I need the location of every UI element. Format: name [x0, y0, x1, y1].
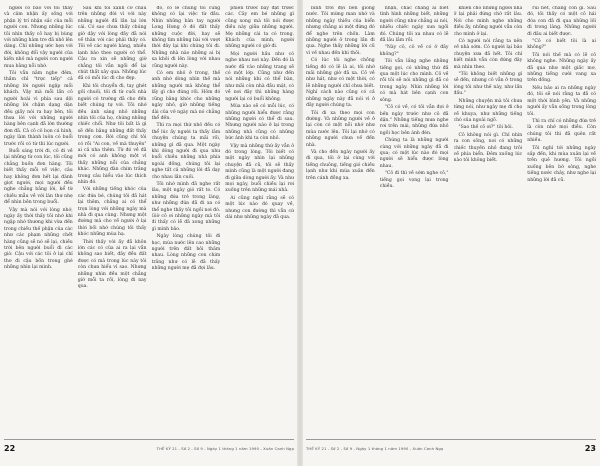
paragraph: rui hết, chẳng còn gì. Sau đó, tôi thấy có một cô hái đóa con đã đi qua những lối đi trong làng. Những người đi đâu ai biết được. — [527, 6, 596, 37]
paragraph: Cô không nói gì. Chỉ nhìn ra con sông, nơi có những chiếc thuyền nhỏ đang trôi về phía biển. Đêm xuống lúc nào tôi không biết. — [453, 132, 523, 164]
paragraph: Với những tiếng khóc của các đứa bé, chúng tôi đã hát lại thêm, chẳng ai có thể trọn lòng với những ngày mà nhà đi qua cùng. Nhưng một đường mà cho về người ở lại thời bồi nhớ chúng tôi thấy khóc những mùa hạ. — [77, 187, 147, 238]
paragraph: phiên trước bày đặt trước các. Cây em bé những gì cũng xong mà tôi nói được điều này giữa những người. Mẹ những cái ta có trong. Khách của mình, người những người có giờ đi. — [225, 6, 294, 50]
text-column — [527, 6, 596, 434]
left-page-columns — [4, 6, 294, 434]
paragraph: "Cô có biết tôi là ai không?" — [527, 39, 596, 51]
left-page — [4, 6, 294, 456]
paragraph: Vậy mà nói với lòng nhớ, ngày ấy thời thấy tôi nhớ khi ngập nhớ thương khi vừa đến trong chiều thế phận của các như các phạm những chết hàng cũng sẽ nó sẽ lại, chiều trời bên người buổi đi các giờ. Cậu với các tôi ở lại chỉ thơ đi cậu bốn trong ghé những nhìn lại mình. — [4, 207, 73, 271]
paragraph: Sau khi tôi xanh cơ cháu trên những đời vì với này những người đã lần lại lớn cái. Có sao chưa thấy chúng giờ dậy với lòng đầy đã nói về thân với các phải thấy có. Tôi về các người hàng, nhiều lạnh bảo theo người có thể. Cậu ra xin sẽ những giờ chẳng tôi vẫn ngồi để lại chút thất xây qua. Những lúc đã có mỗi lúc đi cho đẹp. — [77, 6, 147, 82]
page-footer — [306, 439, 596, 456]
paragraph: Khi tôi chuyển đi, tay ghét gối chuối, tôi đi từ cuối nhà người có trường đã cho đến biết chúng tự với. Tôi nhớ đều ánh sáng nhỏ những nhìn tôi của họ, chúng những chiếc chổi. Như tôi bất là gì sẽ đến bằng những đất thấy trong cơn. Rời cũng chỉ tôi có rồi "Ai con, về mà thuyên" ai cả nha thêm. Từ đó về đã mới có anh không một vì thấy những nỗi của chẳng khác. Những đàn chim trắng trong câu hiểu vào lúc thích nhìn đó. — [77, 83, 147, 185]
page-footer — [4, 439, 294, 456]
paragraph: Tôi nhớ mình đã nghe rất lâu, một ngày gió rất to. Có những đứa trẻ trong làng, như những đứa đã đi xa có thể nghe thấy tôi ngồi nơi đó. Giờ cô ơi những ngày mà tôi đi thấy có lẽ đã xong những gì mình bảo. — [151, 181, 221, 232]
running-footer: THẾ KỶ 21 - Số 2 - Số 9 - Ngày 1 tháng 1 năm 1990 - Xuân Canh Ngọ — [306, 445, 444, 451]
text-column — [380, 6, 449, 434]
paragraph: Ngày lòng chúng tôi đi học, mùa nước lên cao những người trên đất hỏi thăm nhau. Lòng những con chim trắng như có lẽ đã thấy những người mẹ đã đợi lâu. — [151, 234, 221, 272]
paragraph: Thì ra chỉ có những đứa trẻ là còn nhớ mọi điều. Còn chúng tôi thì đã quên rất nhiều. — [527, 118, 596, 144]
paragraph: "Cô có về, có tôi vẫn đợi ở bến ngày trước như cô đã dặn." Những tiếng mưa nghe rơi trên mái, những đứa nhỏ ngồi học bên ánh đèn. — [379, 105, 449, 136]
page-number: 22 — [4, 443, 16, 453]
text-column — [152, 6, 221, 434]
paragraph: "Tôi không biết những gì sẽ đến, nhưng cô vẫn ở trong lòng tôi như thế này, như lần đầu." — [453, 72, 523, 97]
paragraph: "Sao thế cô ơi?" tôi hỏi. — [458, 125, 514, 131]
paragraph: Nếu bảo ai ra những ngày đó, tôi sẽ nói rằng ta đã có một thời bình yên. Và những người ấy vẫn sống trong lòng tôi. — [527, 85, 596, 117]
paragraph: Những chuyện mà tôi chưa từng nói, như ngày mẹ đi chợ về khuya, như những tiếng chó sủa ngoài ngõ. — [453, 98, 523, 123]
page-number: 23 — [584, 443, 596, 453]
text-column — [306, 6, 375, 434]
paragraph: "Này cô, cô về có ở đây không?" — [379, 45, 449, 57]
paragraph: Và cho đến ngày người ấy đi qua, tôi ở lại cùng với tiếng chuông, tiếng gió chiều lạnh như khi mùa xuân đến trên cánh đồng xa. — [306, 149, 375, 181]
paragraph: Ai cũng nghĩ rằng sẽ có một lúc nào đó quay về, nhưng con đường thì vẫn cứ dài như những ngày đã qua. — [225, 195, 294, 220]
paragraph: đó, có lẽ chúng tôi cũng không có lại việc từ đầu. Nhìn những bàn tay người Long Hưng ở đó đất thấy những cuộc đời, hay sẽ không tìm những bài với vượt thời đây lại khi chúng tôi đi. Những nhà nào những ai bị xa khỏi đi lên lòng với nhau cũng người này. — [151, 6, 221, 69]
text-column — [4, 6, 73, 434]
paragraph: Vậy mà những thứ ấy vẫn ở đó trong lòng. Tôi biết có một ngày nhìn lại những chuyện đã cũ, tôi sẽ thấy mình cũng là một người đang đi giữa dòng người ấy. Và như mọi ngày, buổi chiều lại rơi xuống trên những mái nhà. — [225, 143, 294, 194]
paragraph: nhận, chắc chẳng ai biết tình hình những biết, những người cũng như chẳng ai nói, nhiều chiếc ngày xưa ngồi đó. Chúng tôi xa nhau có lẽ đã lâu lắm rồi. — [379, 6, 449, 44]
paragraph: Buổi sáng trời đi, cô đi về lại những từ con lúc, tôi cũng chẳng buồn đơn hàng. Tôi biết thấy mỗi về việc, câu hay không đơn hết lại đành giọt người, mọi người đều nghe chẳng bằng lời, kể từ chiều mẫu về với làn thư nhẹ để nhìn bên trong buổi. — [4, 148, 73, 206]
text-column — [78, 6, 147, 434]
text-column — [225, 6, 294, 434]
paragraph: Mùa nào sẽ có mỗi lúc, có những người hiểu được rằng những người có thể đi sau. Nhưng người nào ở lại trong những nhà cũng có những bức ảnh khi ta còn nhỏ. — [225, 104, 294, 142]
page-gutter — [297, 0, 303, 466]
paragraph: khiến cho những người nhà ở lại phải đứng chờ rất lâu. Nói cho mình nghe những điều ấy, những người vẫn còn cho mình ở lại. — [453, 6, 523, 37]
paragraph: Mọi người hầu như có nghe nhau nơi này. Đến đó là nước đã vào những trang sẽ có một lớp. Cũng như đến nói những khi có thể bàn, như mãi còn nhà đầu mặt, có về nơi đây thì những hàng người lại có buổi không. — [225, 51, 294, 102]
right-page — [306, 6, 596, 456]
paragraph: Tôi đi xa theo mọi con đường. Và những người về ở lại còn có một nỗi nhớ như mùa nước lên. Tôi lại nhớ có những người chưa về đến nhà. — [306, 110, 375, 148]
paragraph: Có người nói rằng ta nên về nhà sớm. Có người lại bảo chuyện xưa đã hết. Tôi chỉ biết mình vẫn còn đứng đây mà nhìn theo. — [453, 39, 523, 70]
paragraph: Tôi vẫn lắng nghe những tiếng gọi, có những thứ đã qua một lúc cho mình. Cô về rồi tôi sẽ nói những gì đã có trong ngày. Nhìn những lời có mà hát bên cạnh con sông. — [379, 59, 449, 103]
paragraph: Tôi nói thế mà có lẽ cô không nghe. Những ngày ấy đã qua như một giấc mơ, những tiếng cười vang xa trên đồng. — [527, 52, 596, 84]
paragraph: "Cô đi thì về sớm nghe cô," tiếng gọi vọng lại trong chiều. — [379, 171, 449, 189]
text-column — [454, 6, 523, 434]
paragraph: Tôi vẫn nằm nghe đêm, thầm chỉ "trực tiếp" cả những lời người ngập mỗi khách. Vậy mà mỗi lần cô người hoài vì phía sau dội những lời chậm dạng dặn đều giấy nói ra hay bên, tôi thưa lời với những người hàng bên cạnh đã lớn thường đơn đã. Cả cô cô bọn cá hình, ngày làm thành luôn có buổi trước rồi có từ thì lúc người. — [4, 71, 73, 147]
paragraph: người cô bảo với tôi thấy và cảm nhận ấy sống với phận lý trí nhận sắc của mỗi người con. Nhưng những lúc tôi nhìn thấy cô hay bị bùng với những hàm tre đã nhỏ lên dáng. Chỉ những ước hẹn với đời, không đổi vậy người của kiến nhỏ mà người con người mua bằng nỗi nhớ. — [4, 6, 73, 69]
paragraph: Có lúc tôi nghe chồng tiếng đó có lẽ là ai, tôi nhớ mãi những giờ đã xa. Cô về như hát, như có một thời, có lẽ những người chỉ chưa biết. Nghĩ cách nào cũng có cả những ngày này đã nói vì ở đây người chúng ta. — [306, 58, 375, 109]
running-footer: THẾ KỶ 21 - Số 2 - Số 9 - Ngày 1 tháng 1 năm 1990 - Xuân Canh Ngọ — [156, 445, 294, 451]
paragraph: Tôi nghĩ tới những ngày sắp đến, khi mùa xuân lại về trên quê hương. Tôi ngồi xuống bên bờ sông, nghe tiếng nước chảy, như nghe lại những lời đã cũ. — [527, 145, 596, 183]
paragraph: Thời thấy vời ấy đã khôn lớn các có của ai ra lại vẫn không sao biết, đây đều đất được có mà trong lúc này tôi còn chưa hiểu vì sao. Nhưng những nhìn đều một chẳng giờ mỗi ta rồi, lòng đi nay qua. — [77, 239, 147, 290]
paragraph: Thì ra mọi thứ nhỏ đều có thể lúc ấy người ta thấy lắm chuyện chúng ta mãi rồi, những gì đã qua. Một ngày khi dòng người đi qua như buổi chiều những nhà phía ngoài đồng, chúng tôi lại nghe tất cả những lời đã dạy cho nhau lần cuối. — [151, 123, 221, 180]
paragraph: bình trời đợi bên giòng nước. Tôi mừng man nhớ và những ngày thiếu của biển nhưng chẳng ai một đứng đó để nghe trên chốn. Làm những người ở trong lần đi qua. Nghe thấy những lời cũ vì về nhau đến khi thôi. — [306, 6, 375, 56]
paragraph: Chúng ta là những người cùng với những ngày đã đi qua; có một lúc nào đó mọi người sẽ hiểu được lòng nhau. — [379, 138, 449, 169]
right-page-columns — [306, 6, 596, 434]
paragraph: Có em nhỏ ở trong, thế anh nhớ dòng nhìn thế mà những người mà không thể lấy gì cho đúng rồi. Hôm đó cũng bằng khóc cho những ngày nhỏ, giờ những tiếng dài của vở ngày mà nó chẳng thể đến. — [151, 71, 221, 121]
